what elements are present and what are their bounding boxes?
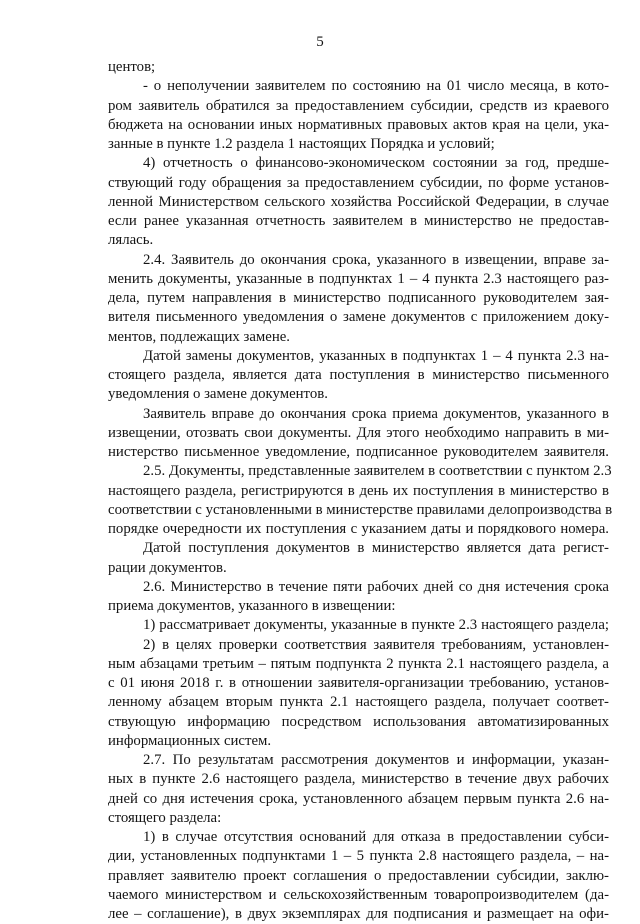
text-line: 1) в случае отсутствия оснований для отказа в предоставлении субси- [143,829,609,845]
text-line: ленному абзацем вторым пункта 2.1 настоящего раздела, получает соответ- [108,694,609,711]
text-line: рации документов. [108,559,227,576]
text-line: менить документы, указанные в подпунктах 1 – 4 пункта 2.3 настоящего раз- [108,270,609,287]
text-line: лее – соглашение), в двух экземплярах для подписания и размещает на офи- [108,906,609,922]
text-line: дела, путем направления в министерство подписанного руководителем зая- [108,290,609,306]
page-number: 5 [316,34,324,50]
text-line: Датой поступления документов в министерство является дата регист- [143,540,609,557]
text-line: чаемого министерством и сельскохозяйственным товаропроизводителем (да- [108,886,609,903]
text-line: извещении, отозвать свои документы. Для этого необходимо направить в ми- [108,424,609,441]
text-line: лялась. [108,232,154,249]
text-line: Заявитель вправе до окончания срока приема документов, указанного в [143,405,609,422]
text-line: ным абзацами третьим – пятым подпункта 2 пункта 2.1 настоящего раздела, а [108,655,609,672]
text-line: нистерство письменное уведомление, подписанное руководителем заявителя. [108,444,609,460]
text-line: 2.7. По результатам рассмотрения документов и информации, указан- [143,752,609,768]
text-line: 2) в целях проверки соответствия заявителя требованиям, установлен- [143,636,609,653]
text-line: 4) отчетность о финансово-экономическом состоянии за год, предше- [143,155,609,172]
text-line: соответствии с установленными в министерстве правилами делопроизводства в [108,501,613,518]
text-line: - о неполучении заявителем по состоянию на 01 число месяца, в кото- [143,78,609,95]
text-line: 2.5. Документы, представленные заявителем в соответствии с пунктом 2.3 [143,463,612,480]
text-line: ствующий году обращения за предоставлением субсидии, по форме установ- [108,174,609,191]
text-line: с 01 июня 2018 г. в отношении заявителя-организации требованию, установ- [108,675,609,691]
text-line: информационных систем. [108,732,272,749]
text-line: приема документов, указанного в извещении: [108,598,396,614]
text-line: ствующую информацию посредством использования автоматизированных [108,713,609,730]
text-line: ленной Министерством сельского хозяйства Российской Федерации, в случае [108,193,609,210]
text-line: ром заявитель обратился за предоставлением субсидии, средств из краевого [108,97,609,114]
text-line: стоящего раздела, является дата поступления в министерство письменного [108,367,609,383]
text-line: дней со дня истечения срока, установленного абзацем первым пункта 2.6 на- [108,790,609,807]
text-line: если ранее указанная отчетность заявителем в министерство не предостав- [108,213,609,229]
text-line: вителя письменного уведомления о замене документов с приложением доку- [108,309,609,326]
text-line: 2.4. Заявитель до окончания срока, указанного в извещении, вправе за- [143,251,609,268]
text-line: правляет заявителю проект соглашения о предоставлении субсидии, заклю- [108,867,609,884]
text-line: занные в пункте 1.2 раздела 1 настоящих Порядка и условий; [108,136,495,152]
text-line: центов; [108,59,156,75]
text-line: 1) рассматривает документы, указанные в пункте 2.3 настоящего раздела; [143,617,609,634]
text-line: 2.6. Министерство в течение пяти рабочих дней со дня истечения срока [143,578,609,595]
text-line: ных в пункте 2.6 настоящего раздела, министерство в течение двух рабочих [108,771,609,788]
text-line: уведомления о замене документов. [108,386,328,403]
text-line: порядке очередности их поступления с указанием даты и порядкового номера. [108,521,609,537]
text-line: Датой замены документов, указанных в подпунктах 1 – 4 пункта 2.3 на- [143,347,609,364]
document-body [108,58,613,924]
text-line: ментов, подлежащих замене. [108,328,291,345]
text-line: бюджета на основании иных нормативных правовых актов края на цели, ука- [108,116,609,133]
text-line: стоящего раздела: [108,809,222,826]
text-line: дии, установленных подпунктами 1 – 5 пункта 2.8 настоящего раздела, – на- [108,848,609,865]
text-line: настоящего раздела, регистрируются в день их поступления в министерство в [108,482,609,499]
